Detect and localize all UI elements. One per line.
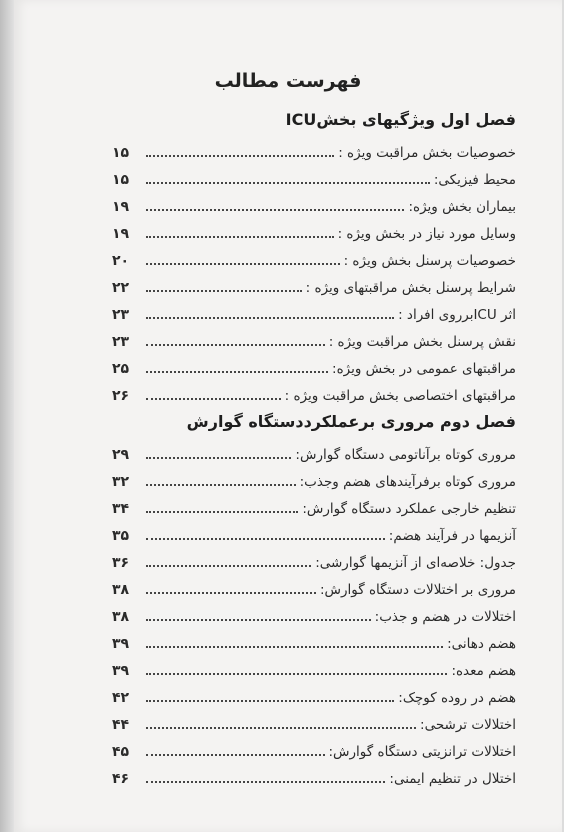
toc-page-number: ۱۵: [112, 172, 130, 188]
toc-entry-title: اختلالات در هضم و جذب:: [374, 609, 516, 625]
page-title: فهرست مطالب: [214, 70, 362, 92]
toc-entry-title: خصوصیات پرسنل بخش ویژه :: [343, 253, 516, 269]
toc-entry-title: مروری کوتاه برفرآیندهای هضم وجذب:: [299, 474, 516, 490]
dot-leader: [146, 564, 311, 567]
dot-leader: [146, 262, 340, 265]
dot-leader: [146, 181, 430, 184]
dot-leader: [146, 456, 291, 459]
dot-leader: [146, 370, 328, 373]
toc-page-number: ۳۹: [112, 636, 130, 652]
toc-entry[interactable]: [112, 627, 516, 654]
dot-leader: [146, 397, 281, 400]
dot-leader: [146, 645, 443, 648]
toc-entry-title: بیماران بخش ویژه:: [408, 199, 516, 215]
toc-entry-title: اختلال در تنظیم ایمنی:: [389, 771, 516, 787]
toc-entry[interactable]: [112, 379, 516, 406]
toc-page-number: ۳۴: [112, 501, 130, 517]
toc-entry[interactable]: [112, 325, 516, 352]
toc-page-number: ۲۹: [112, 447, 130, 463]
toc-page-number: ۳۸: [112, 582, 130, 598]
toc-page-number: ۲۰: [112, 253, 130, 269]
toc-entry-title: مروری بر اختلالات دستگاه گوارش:: [319, 582, 516, 598]
toc-entry[interactable]: [112, 271, 516, 298]
toc-entry-title: محیط فیزیکی:: [433, 172, 516, 188]
toc-entry-title: اختلالات ترشحی:: [420, 717, 516, 733]
toc-entry[interactable]: [112, 465, 516, 492]
toc-page-number: ۱۹: [112, 226, 130, 242]
dot-leader: [146, 672, 447, 675]
toc-entry-title: مراقبتهای عمومی در بخش ویژه:: [332, 361, 516, 377]
toc-entry-title: نقش پرسنل بخش مراقبت ویژه :: [328, 334, 516, 350]
toc-entry[interactable]: [112, 244, 516, 271]
toc-page-number: ۴۲: [112, 690, 130, 706]
toc-page-number: ۲۳: [112, 307, 130, 323]
toc-page-number: ۲۶: [112, 388, 130, 404]
toc-entry-title: آنزیمها در فرآیند هضم:: [388, 528, 516, 544]
toc-entry[interactable]: [112, 163, 516, 190]
toc-entry-title: خصوصیات بخش مراقبت ویژه :: [338, 145, 516, 161]
toc-page-number: ۱۵: [112, 145, 130, 161]
toc-entry[interactable]: [112, 298, 516, 325]
toc-entry[interactable]: [112, 352, 516, 379]
toc-entry[interactable]: [112, 708, 516, 735]
dot-leader: [146, 343, 325, 346]
dot-leader: [146, 316, 394, 319]
toc-entry-title: جدول: خلاصه‌ای از آنزیمها گوارشی:: [315, 555, 516, 571]
toc-entry[interactable]: [112, 681, 516, 708]
toc-entry[interactable]: [112, 762, 516, 789]
toc-entry[interactable]: [112, 438, 516, 465]
toc-page-number: ۴۵: [112, 744, 130, 760]
toc-entry[interactable]: [112, 136, 516, 163]
toc-entry[interactable]: [112, 573, 516, 600]
dot-leader: [146, 591, 316, 594]
dot-leader: [146, 289, 302, 292]
toc-page-number: ۲۵: [112, 361, 130, 377]
toc-entry[interactable]: [112, 735, 516, 762]
dot-leader: [146, 510, 298, 513]
dot-leader: [146, 618, 371, 621]
toc-entry-title: مراقبتهای اختصاصی بخش مراقبت ویژه :: [284, 388, 516, 404]
dot-leader: [146, 154, 334, 157]
dot-leader: [146, 780, 385, 783]
toc-page-number: ۳۹: [112, 663, 130, 679]
toc-entry-title: هضم معده:: [451, 663, 516, 679]
toc-page-number: ۴۴: [112, 717, 130, 733]
toc-entry-title: هضم در روده کوچک:: [398, 690, 516, 706]
toc-page-number: ۱۹: [112, 199, 130, 215]
toc-entry-title: مروری کوتاه برآناتومی دستگاه گوارش:: [295, 447, 516, 463]
toc-entry-title: تنظیم خارجی عملکرد دستگاه گوارش:: [302, 501, 516, 517]
toc-page-number: ۳۶: [112, 555, 130, 571]
dot-leader: [146, 699, 394, 702]
toc-entry-title: وسایل مورد نیاز در بخش ویژه :: [337, 226, 516, 242]
table-of-contents: [112, 104, 516, 789]
toc-page-number: ۳۵: [112, 528, 130, 544]
toc-page-number: ۲۲: [112, 280, 130, 296]
toc-entry[interactable]: [112, 492, 516, 519]
toc-entry[interactable]: [112, 546, 516, 573]
toc-entry[interactable]: [112, 190, 516, 217]
toc-entry[interactable]: [112, 654, 516, 681]
toc-page-number: ۳۲: [112, 474, 130, 490]
dot-leader: [146, 753, 325, 756]
toc-page-number: ۳۸: [112, 609, 130, 625]
dot-leader: [146, 235, 334, 238]
chapter-heading: فصل اول ویژگیهای بخشICU: [285, 110, 516, 129]
dot-leader: [146, 483, 296, 486]
toc-page-number: ۴۶: [112, 771, 130, 787]
toc-entry[interactable]: [112, 600, 516, 627]
dot-leader: [146, 208, 404, 211]
toc-entry[interactable]: [112, 217, 516, 244]
dot-leader: [146, 726, 416, 729]
toc-entry-title: هضم دهانی:: [447, 636, 516, 652]
toc-page-number: ۲۳: [112, 334, 130, 350]
toc-entry[interactable]: [112, 519, 516, 546]
toc-entry-title: اثر ICUبرروی افراد :: [398, 307, 516, 323]
dot-leader: [146, 537, 385, 540]
toc-entry-title: اختلالات ترانزیتی دستگاه گوارش:: [328, 744, 516, 760]
toc-entry-title: شرایط پرسنل بخش مراقبتهای ویژه :: [305, 280, 516, 296]
chapter-heading: فصل دوم مروری برعملکرددستگاه گوارش: [186, 412, 516, 431]
